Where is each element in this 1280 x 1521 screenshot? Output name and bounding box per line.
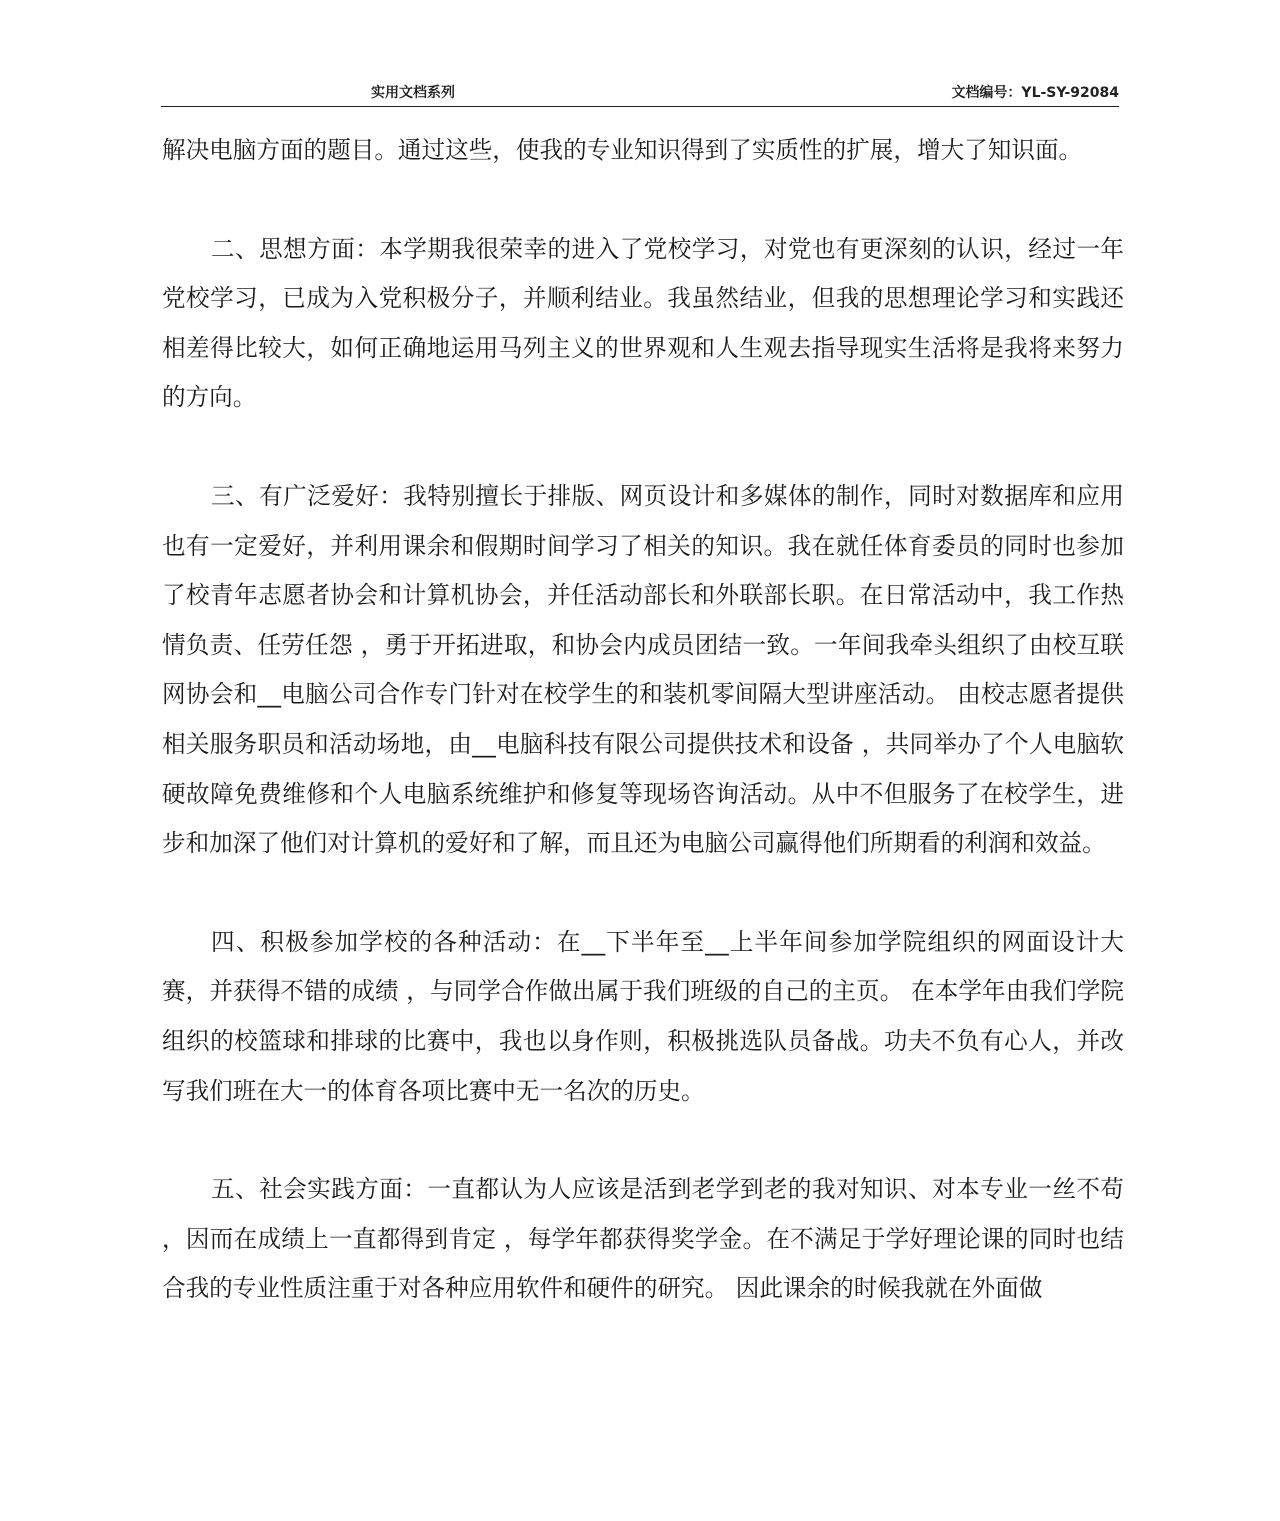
- paragraph-activities: 四、积极参加学校的各种活动：在__下半年至__上半年间参加学院组织的网面设计大赛，并获得不错的成绩 ，与同学合作做出属于我们班级的自己的主页。 在本学年由我们学院组织的校篮球和排球的比赛中，我也以身作则，积极挑选队员备战。功夫不负有心人，并改写我们班在大一的体育各项比赛中无一名次的历史。: [162, 927, 1124, 1105]
- document-number: 文档编号：YL-SY-92084: [951, 85, 1119, 101]
- document-series: 实用文档系列: [371, 85, 455, 101]
- page-header: [161, 78, 1119, 107]
- paragraph-continuation: 解决电脑方面的题目。通过这些，使我的专业知识得到了实质性的扩展，增大了知识面。: [162, 136, 1083, 164]
- paragraph-hobbies: 三、有广泛爱好：我特别擅长于排版、网页设计和多媒体的制作，同时对数据库和应用也有一定爱好，并利用课余和假期时间学习了相关的知识。我在就任体育委员的同时也参加了校青年志愿者协会和计算机协会，并任活动部长和外联部长职。在日常活动中，我工作热情负责、任劳任怨 ，勇于开拓进取，和协会内成员团结一致。一年间我牵头组织了由校互联网协会和__电脑公司合作专门针对在校学生的和装机零间隔大型讲座活动。 由校志愿者提供相关服务职员和活动场地，由__电脑科技有限公司提供技术和设备 ，共同举办了个人电脑软硬故障免费维修和个人电脑系统维护和修复等现场咨询活动。从中不但服务了在校学生，进步和加深了他们对计算机的爱好和了解，而且还为电脑公司赢得他们所期看的利润和效益。: [162, 481, 1124, 858]
- paragraph-social-practice: 五、社会实践方面：一直都认为人应该是活到老学到老的我对知识、对本专业一丝不苟 ，因而在成绩上一直都得到肯定 ，每学年都获得奖学金。在不满足于学好理论课的同时也结合我的专业性质注重于对各种应用软件和硬件的研究。 因此课余的时候我就在外面做: [162, 1175, 1124, 1303]
- paragraph-spacer: [162, 1116, 1124, 1165]
- paragraph-spacer: [162, 176, 1124, 225]
- paragraph-spacer: [162, 423, 1124, 472]
- document-body: [162, 126, 1124, 1314]
- paragraph-spacer: [162, 869, 1124, 918]
- paragraph-ideology: 二、思想方面：本学期我很荣幸的进入了党校学习，对党也有更深刻的认识，经过一年党校学习，已成为入党积极分子，并顺利结业。我虽然结业，但我的思想理论学习和实践还相差得比较大，如何正确地运用马列主义的世界观和人生观去指导现实生活将是我将来努力的方向。: [162, 234, 1124, 412]
